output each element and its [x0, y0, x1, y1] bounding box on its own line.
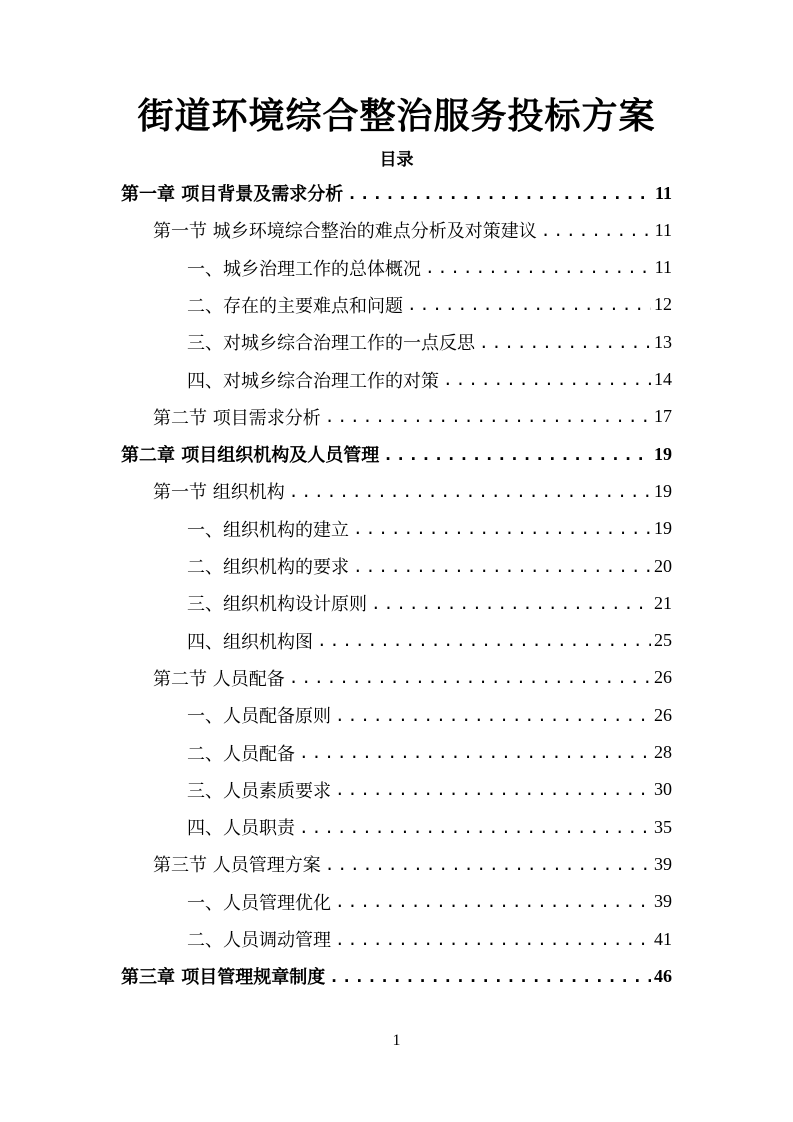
toc-subsection-entry[interactable] [187, 771, 672, 809]
toc-entry-page: 11 [654, 182, 672, 203]
toc-dot-leader [425, 258, 652, 277]
toc-section-entry[interactable] [153, 659, 672, 697]
toc-entry-page: 17 [654, 406, 672, 427]
toc-subsection-entry[interactable] [187, 696, 672, 734]
toc-subsection-entry[interactable] [187, 920, 672, 958]
toc-entry-label: 一、组织机构的建立 [187, 519, 349, 541]
toc-entry-page: 35 [654, 816, 672, 837]
toc-section-entry[interactable] [153, 472, 672, 510]
toc-dot-leader [325, 855, 651, 874]
toc-dot-leader [479, 333, 651, 352]
toc-dot-leader [353, 557, 651, 576]
toc-entry-page: 19 [654, 443, 672, 464]
toc-subsection-entry[interactable] [187, 249, 672, 287]
toc-entry-label: 第二节 人员配备 [153, 668, 285, 690]
toc-entry-label: 三、人员素质要求 [187, 780, 331, 802]
toc-subsection-entry[interactable] [187, 547, 672, 585]
toc-entry-label: 一、城乡治理工作的总体概况 [187, 258, 421, 280]
toc-entry-page: 13 [654, 331, 672, 352]
toc-entry-label: 第二节 项目需求分析 [153, 407, 321, 429]
toc-dot-leader [407, 295, 651, 314]
toc-chapter-entry[interactable] [121, 174, 672, 212]
toc-chapter-entry[interactable] [121, 435, 672, 473]
toc-dot-leader [335, 930, 651, 949]
toc-dot-leader [353, 519, 651, 538]
toc-entry-page: 19 [654, 480, 672, 501]
toc-chapter-entry[interactable] [121, 957, 672, 995]
toc-entry-page: 25 [654, 630, 672, 651]
toc-subsection-entry[interactable] [187, 286, 672, 324]
toc-entry-page: 26 [654, 704, 672, 725]
toc-entry-label: 二、人员调动管理 [187, 930, 331, 951]
toc-entry-page: 21 [654, 592, 672, 613]
toc-entry-page: 30 [654, 779, 672, 800]
toc-dot-leader [299, 743, 651, 762]
toc-entry-label: 一、人员管理优化 [187, 892, 331, 914]
toc-dot-leader [329, 967, 651, 986]
toc-subsection-entry[interactable] [187, 323, 672, 361]
toc-dot-leader [371, 594, 651, 613]
toc-dot-leader [383, 445, 651, 464]
toc-entry-label: 二、人员配备 [187, 743, 295, 765]
toc-entry-page: 26 [654, 667, 672, 688]
toc-subsection-entry[interactable] [187, 361, 672, 399]
toc-subsection-entry[interactable] [187, 734, 672, 772]
toc-entry-page: 39 [654, 853, 672, 874]
toc-entry-label: 四、对城乡综合治理工作的对策 [187, 370, 439, 392]
toc-entry-label: 第一章 项目背景及需求分析 [121, 184, 344, 205]
toc-entry-label: 三、对城乡综合治理工作的一点反思 [187, 333, 475, 355]
toc-section-entry[interactable] [153, 211, 672, 249]
toc-entry-label: 二、存在的主要难点和问题 [187, 295, 403, 317]
toc-entry-page: 39 [654, 891, 672, 912]
toc-entry-label: 一、人员配备原则 [187, 706, 331, 728]
toc-entry-page: 46 [654, 965, 672, 986]
toc-subsection-entry[interactable] [187, 808, 672, 846]
toc-dot-leader [289, 668, 651, 687]
toc-entry-page: 41 [654, 928, 672, 949]
toc-subsection-entry[interactable] [187, 584, 672, 622]
toc-entry-label: 第三节 人员管理方案 [153, 855, 321, 877]
toc-entry-page: 20 [654, 555, 672, 576]
toc-subsection-entry[interactable] [187, 883, 672, 921]
toc-dot-leader [317, 631, 651, 650]
toc-entry-label: 第二章 项目组织机构及人员管理 [121, 445, 380, 467]
toc-subsection-entry[interactable] [187, 622, 672, 660]
toc-entry-label: 第三章 项目管理规章制度 [121, 967, 326, 989]
page-number: 1 [392, 1032, 401, 1049]
toc-entry-label: 第一节 城乡环境综合整治的难点分析及对策建议 [153, 221, 537, 243]
toc-entry-page: 14 [654, 369, 672, 389]
toc-heading: 目录 [379, 150, 414, 170]
toc-dot-leader [299, 818, 651, 837]
toc-dot-leader [335, 706, 651, 725]
toc-entry-page: 11 [654, 219, 672, 240]
toc-dot-leader [289, 482, 651, 501]
toc-section-entry[interactable] [153, 398, 672, 436]
toc-section-entry[interactable] [153, 845, 672, 883]
document-title: 街道环境综合整治服务投标方案 [137, 95, 656, 137]
toc-entry-label: 四、组织机构图 [187, 631, 313, 653]
toc-entry-label: 第一节 组织机构 [153, 482, 285, 504]
toc-dot-leader [325, 407, 651, 426]
toc-entry-page: 28 [654, 742, 672, 762]
toc-dot-leader [335, 892, 651, 911]
toc-entry-page: 19 [654, 518, 672, 539]
toc-entry-page: 11 [654, 257, 672, 278]
toc-dot-leader [541, 221, 652, 240]
toc-dot-leader [443, 370, 651, 389]
toc-entry-label: 四、人员职责 [187, 818, 295, 840]
toc-entry-label: 二、组织机构的要求 [187, 557, 349, 578]
toc-entry-page: 12 [654, 294, 672, 315]
toc-subsection-entry[interactable] [187, 510, 672, 548]
toc-dot-leader [347, 184, 652, 203]
toc-entry-label: 三、组织机构设计原则 [187, 594, 367, 616]
toc-dot-leader [335, 780, 651, 799]
